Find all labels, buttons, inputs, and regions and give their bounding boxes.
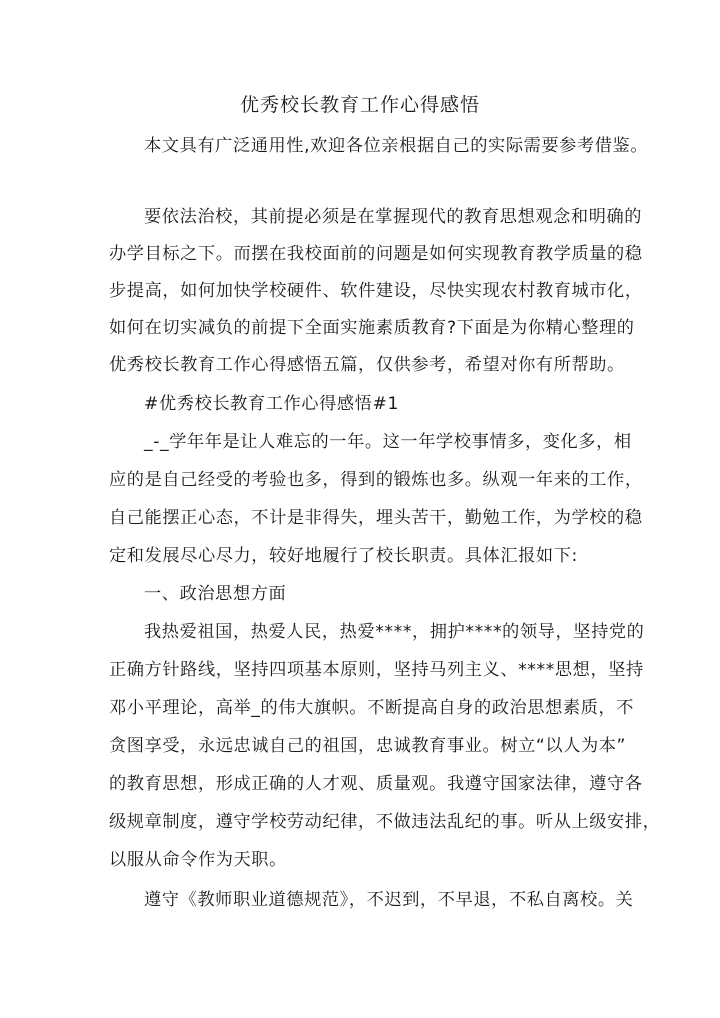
paragraph-line: 邓小平理论，高举_的伟大旗帜。不断提高自身的政治思想素质，不	[109, 698, 635, 718]
section-heading: #优秀校长教育工作心得感悟#1	[144, 394, 399, 414]
paragraph-line: 正确方针路线，坚持四项基本原则，坚持马列主义、****思想，坚持	[109, 660, 644, 680]
paragraph-line: 应的是自己经受的考验也多，得到的锻炼也多。纵观一年来的工作，	[109, 470, 643, 490]
paragraph-line: 要依法治校，其前提必须是在掌握现代的教育思想观念和明确的	[144, 207, 643, 227]
document-title: 优秀校长教育工作心得感悟	[239, 94, 480, 116]
subsection-heading: 一、政治思想方面	[144, 584, 287, 604]
paragraph-line: 步提高，如何加快学校硬件、软件建设，尽快实现农村教育城市化，	[109, 281, 643, 301]
paragraph-line: 定和发展尽心尽力，较好地履行了校长职责。具体汇报如下:	[109, 546, 578, 566]
paragraph-line: 以服从命令作为天职。	[109, 850, 287, 870]
paragraph-line: _-_学年年是让人难忘的一年。这一年学校事情多，变化多，相	[144, 432, 632, 452]
paragraph-line: 自己能摆正心态，不计是非得失，埋头苦干，勤勉工作，为学校的稳	[109, 508, 643, 528]
paragraph-line: 如何在切实减负的前提下全面实施素质教育?下面是为你精心整理的	[109, 318, 635, 338]
paragraph-line: 贪图享受，永远忠诚自己的祖国，忠诚教育事业。树立“以人为本”	[109, 736, 627, 756]
paragraph-line: 遵守《教师职业道德规范》，不迟到，不早退，不私自离校。关	[144, 890, 634, 910]
document-subtitle: 本文具有广泛通用性,欢迎各位亲根据自己的实际需要参考借鉴。	[144, 136, 649, 156]
paragraph-line: 我热爱祖国，热爱人民，热爱****，拥护****的领导，坚持党的	[144, 622, 645, 642]
paragraph-line: 优秀校长教育工作心得感悟五篇，仅供参考，希望对你有所帮助。	[109, 355, 625, 375]
paragraph-line: 级规章制度，遵守学校劳动纪律，不做违法乱纪的事。听从上级安排，	[109, 812, 661, 832]
paragraph-line: 办学目标之下。而摆在我校面前的问题是如何实现教育教学质量的稳	[109, 244, 643, 264]
paragraph-line: 的教育思想，形成正确的人才观、质量观。我遵守国家法律，遵守各	[109, 774, 643, 794]
